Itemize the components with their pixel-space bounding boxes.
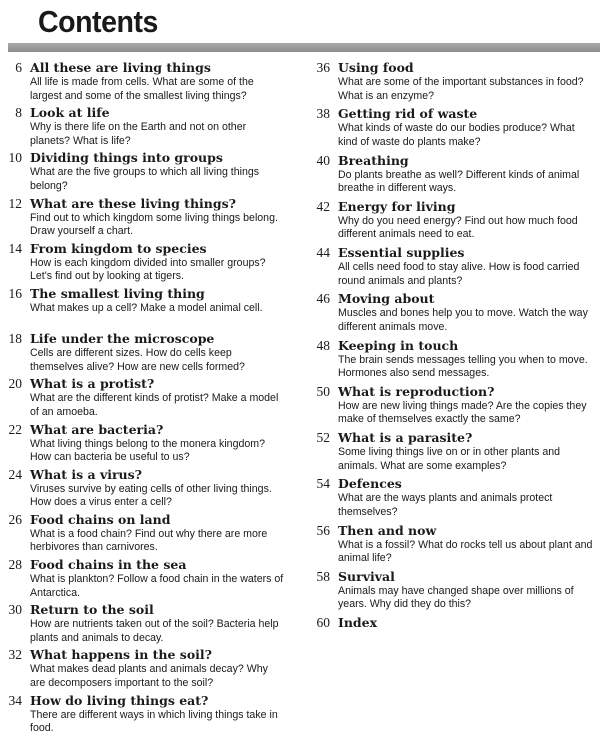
entry-body xyxy=(338,59,600,105)
contents-entry xyxy=(0,285,300,330)
chapter-title: Keeping in touch xyxy=(338,337,459,353)
page-number: 22 xyxy=(8,421,22,437)
entry-body xyxy=(338,198,600,244)
chapter-description: What is a food chain? Find out why there are more herbivores than carnivores. xyxy=(30,527,268,554)
entry-body xyxy=(30,240,300,285)
page-number: 44 xyxy=(316,245,330,260)
page-number: 30 xyxy=(8,602,22,618)
chapter-title: What is a virus? xyxy=(30,466,142,482)
chapter-title: Index xyxy=(338,615,378,630)
page-number: 36 xyxy=(316,60,330,75)
page-number: 20 xyxy=(8,376,22,392)
chapter-description: What are some of the important substances in food? What is an enzyme? xyxy=(338,76,584,102)
contents-entry xyxy=(300,383,600,429)
entry-body xyxy=(338,522,600,568)
contents-column-left xyxy=(0,59,300,737)
page-number: 54 xyxy=(316,476,330,492)
chapter-title: Essential supplies xyxy=(338,245,465,260)
chapter-description: Find out to which kingdom some living things belong. Draw yourself a chart. xyxy=(30,211,278,238)
chapter-title: Survival xyxy=(338,568,395,584)
entry-body xyxy=(30,330,300,375)
chapter-title: Moving about xyxy=(338,291,435,307)
entry-body xyxy=(30,285,300,330)
page-number: 24 xyxy=(8,466,22,482)
entry-body xyxy=(30,511,300,556)
contents-entry xyxy=(0,646,300,691)
page-number: 10 xyxy=(8,150,22,166)
entry-body xyxy=(338,337,600,383)
chapter-description: Viruses survive by eating cells of other living things. How does a virus enter a cell? xyxy=(30,482,272,509)
page-number: 34 xyxy=(8,692,22,708)
contents-entry xyxy=(300,244,600,290)
page-number: 12 xyxy=(8,195,22,211)
chapter-description: Do plants breathe as well? Different kinds of animal breathe in different ways. xyxy=(338,168,580,194)
entry-body xyxy=(30,466,300,511)
contents-entry xyxy=(300,105,600,151)
contents-entry xyxy=(0,601,300,646)
entry-body xyxy=(30,375,300,420)
chapter-description: How are new living things made? Are the copies they make of themselves exactly the same? xyxy=(338,399,587,426)
contents-entry xyxy=(0,466,300,511)
chapter-title: Defences xyxy=(338,476,402,492)
contents-entry xyxy=(0,421,300,466)
contents-entry xyxy=(0,330,300,375)
chapter-description: All life is made from cells. What are some of the largest and some of the smallest living things? xyxy=(30,76,254,102)
chapter-description: Why is there life on the Earth and not on other planets? What is life? xyxy=(30,121,247,147)
chapter-title: What is reproduction? xyxy=(338,383,495,399)
header-divider-bar xyxy=(8,43,600,52)
contents-entry xyxy=(0,511,300,556)
chapter-description: Animals may have changed shape over millions of years. Why did they do this? xyxy=(338,584,574,611)
contents-entry xyxy=(300,568,600,614)
entry-body xyxy=(338,383,600,429)
chapter-title: Food chains on land xyxy=(30,511,171,527)
chapter-title: Life under the microscope xyxy=(30,331,215,347)
chapter-title: What happens in the soil? xyxy=(30,647,213,663)
chapter-description: What is plankton? Follow a food chain in the waters of Antarctica. xyxy=(30,573,284,599)
entry-body xyxy=(30,59,300,104)
chapter-description: How are nutrients taken out of the soil? Bacteria help plants and animals to decay. xyxy=(30,618,279,644)
chapter-description: What are the five groups to which all living things belong? xyxy=(30,166,260,192)
entry-body xyxy=(30,556,300,601)
page-number: 58 xyxy=(316,568,330,584)
page-number: 6 xyxy=(15,60,22,75)
chapter-description: What makes dead plants and animals decay? Why are decomposers important to the soil? xyxy=(30,663,268,689)
page-number: 46 xyxy=(316,291,330,307)
chapter-title: Return to the soil xyxy=(30,602,154,618)
contents-entry xyxy=(300,290,600,336)
chapter-description: There are different ways in which living things take in food. xyxy=(30,708,278,735)
contents-entry xyxy=(0,149,300,194)
entry-body xyxy=(338,152,600,198)
contents-entry xyxy=(300,429,600,475)
page-number: 60 xyxy=(316,615,330,630)
chapter-description: What living things belong to the monera kingdom? How can bacteria be useful to us? xyxy=(30,437,265,463)
chapter-description: What is a fossil? What do rocks tell us about plant and animal life? xyxy=(338,538,593,564)
contents-entry xyxy=(300,198,600,244)
page-number: 56 xyxy=(316,522,330,538)
page-number: 42 xyxy=(316,198,330,214)
entry-body xyxy=(30,646,300,691)
contents-entry xyxy=(0,59,300,104)
page-number: 16 xyxy=(8,285,22,301)
entry-body xyxy=(30,692,300,737)
contents-entry xyxy=(300,522,600,568)
chapter-title: Using food xyxy=(338,60,414,75)
chapter-title: The smallest living thing xyxy=(30,285,205,301)
page-number: 28 xyxy=(8,557,22,573)
chapter-description: Why do you need energy? Find out how much food different animals need to eat. xyxy=(338,214,578,241)
entry-body xyxy=(338,614,600,660)
chapter-title: Dividing things into groups xyxy=(30,150,223,166)
entry-body xyxy=(30,195,300,240)
chapter-title: What are bacteria? xyxy=(30,421,164,437)
chapter-description: What kinds of waste do our bodies produce? What kind of waste do plants make? xyxy=(338,122,575,148)
chapter-title: What are these living things? xyxy=(30,195,236,211)
chapter-description: What are the different kinds of protist? Make a model of an amoeba. xyxy=(30,392,279,418)
entry-body xyxy=(338,568,600,614)
page-number: 26 xyxy=(8,511,22,527)
page-number: 18 xyxy=(8,331,22,347)
chapter-description: Cells are different sizes. How do cells keep themselves alive? How are new cells formed? xyxy=(30,347,245,373)
page-number: 50 xyxy=(316,383,330,399)
contents-entry xyxy=(0,195,300,240)
page-number: 14 xyxy=(8,240,22,256)
chapter-title: How do living things eat? xyxy=(30,692,209,708)
entry-body xyxy=(30,421,300,466)
chapter-title: Then and now xyxy=(338,522,437,538)
contents-entry xyxy=(300,152,600,198)
chapter-title: What is a parasite? xyxy=(338,430,473,445)
entry-body xyxy=(338,105,600,151)
chapter-title: Getting rid of waste xyxy=(338,106,478,122)
entry-body xyxy=(338,290,600,336)
contents-entry xyxy=(300,59,600,105)
page-number: 52 xyxy=(316,430,330,445)
entry-body xyxy=(338,429,600,475)
entry-body xyxy=(30,104,300,149)
page-number: 32 xyxy=(8,647,22,663)
chapter-title: Look at life xyxy=(30,105,110,121)
page-number: 48 xyxy=(316,337,330,353)
chapter-title: All these are living things xyxy=(30,60,211,75)
contents-entry xyxy=(0,375,300,420)
contents-entry xyxy=(300,614,600,660)
chapter-description: How is each kingdom divided into smaller groups? Let's find out by looking at tigers. xyxy=(30,256,266,283)
chapter-description: What are the ways plants and animals protect themselves? xyxy=(338,492,553,518)
page-number: 38 xyxy=(316,106,330,122)
page-number: 8 xyxy=(15,105,22,121)
contents-column-right xyxy=(300,59,600,660)
contents-entry xyxy=(0,556,300,601)
entry-body xyxy=(30,149,300,194)
contents-entry xyxy=(0,240,300,285)
page-title: Contents xyxy=(38,4,158,39)
contents-entry xyxy=(300,337,600,383)
entry-body xyxy=(30,601,300,646)
chapter-title: Energy for living xyxy=(338,198,456,214)
contents-entry xyxy=(300,475,600,521)
contents-entry xyxy=(0,692,300,737)
chapter-description: Some living things live on or in other plants and animals. What are some examples? xyxy=(338,446,561,472)
chapter-description: What makes up a cell? Make a model animal cell. xyxy=(30,301,263,314)
entry-body xyxy=(338,475,600,521)
chapter-title: Food chains in the sea xyxy=(30,557,187,573)
chapter-description: Muscles and bones help you to move. Watch the way different animals move. xyxy=(338,307,588,333)
contents-entry xyxy=(0,104,300,149)
chapter-title: From kingdom to species xyxy=(30,240,207,256)
entry-body xyxy=(338,244,600,290)
chapter-description: All cells need food to stay alive. How is food carried round animals and plants? xyxy=(338,261,580,287)
page-number: 40 xyxy=(316,152,330,168)
chapter-title: Breathing xyxy=(338,152,409,168)
chapter-title: What is a protist? xyxy=(30,376,155,392)
chapter-description: The brain sends messages telling you when to move. Hormones also send messages. xyxy=(338,353,588,379)
